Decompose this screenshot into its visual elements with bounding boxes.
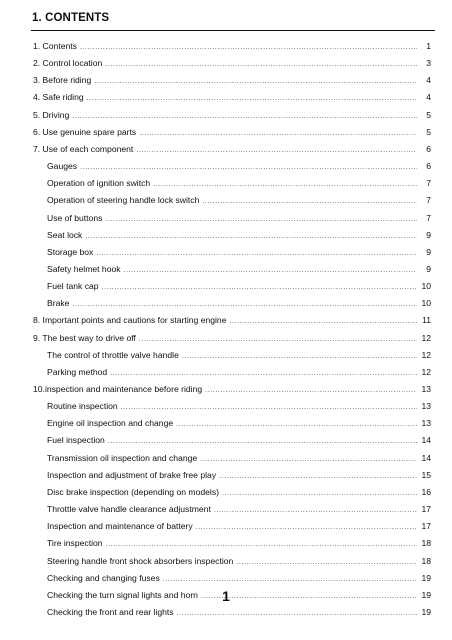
- toc-entry-label: 4. Safe riding: [33, 92, 84, 103]
- toc-entry-label: 3. Before riding: [33, 75, 92, 86]
- toc-entry-label: The control of throttle valve handle: [47, 349, 179, 360]
- toc-entry-label: Storage box: [47, 246, 94, 257]
- toc-entry-label: Engine oil inspection and change: [47, 418, 174, 429]
- toc-entry-page: 6: [426, 143, 431, 154]
- toc-leader-dots: [229, 313, 417, 330]
- toc-entry-label: 9. The best way to drive off: [33, 332, 136, 343]
- toc-entry-label: Disc brake inspection (depending on models): [47, 486, 219, 497]
- toc-leader-dots: [87, 90, 417, 107]
- toc-leader-dots: [177, 605, 417, 622]
- toc-entry-label: Throttle valve handle clearance adjustment: [47, 504, 211, 515]
- toc-entry: [33, 124, 431, 141]
- toc-leader-dots: [80, 159, 417, 176]
- toc-entry: [47, 432, 431, 449]
- toc-entry-page: 11: [422, 315, 431, 326]
- toc-entry-page: 1: [426, 41, 431, 51]
- toc-entry: [33, 89, 431, 106]
- toc-entry-label: Routine inspection: [47, 401, 118, 412]
- toc-leader-dots: [205, 382, 417, 399]
- toc-leader-dots: [139, 331, 417, 348]
- toc-entry-label: Parking method: [47, 366, 108, 377]
- toc-entry: [33, 72, 431, 89]
- toc-leader-dots: [202, 193, 417, 210]
- toc-entry-page: 12: [421, 332, 431, 343]
- toc-entry-label: 1. Contents: [33, 41, 77, 51]
- toc-entry-page: 15: [421, 469, 431, 480]
- toc-leader-dots: [200, 451, 417, 468]
- toc-entry-label: Fuel tank cap: [47, 281, 99, 292]
- toc-entry: [47, 450, 431, 467]
- toc-entry-page: 12: [421, 366, 431, 377]
- toc-entry-label: Steering handle front shock absorbers inspection: [47, 555, 234, 566]
- toc-entry-label: 6. Use genuine spare parts: [33, 126, 137, 137]
- toc-entry: [47, 347, 431, 364]
- toc-entry-page: 19: [421, 589, 431, 600]
- toc-entry-label: Operation of ignition switch: [47, 178, 151, 189]
- toc-leader-dots: [222, 485, 417, 502]
- toc-entry-page: 10: [421, 298, 431, 309]
- toc-leader-dots: [214, 502, 417, 519]
- toc-leader-dots: [105, 56, 417, 73]
- toc-entry: [47, 158, 431, 175]
- toc-entry-page: 12: [421, 349, 431, 360]
- toc-entry-page: 9: [426, 263, 431, 274]
- toc-entry: [47, 278, 431, 295]
- toc-entry: [47, 535, 431, 552]
- toc-entry-page: 6: [426, 161, 431, 172]
- toc-entry-page: 7: [426, 212, 431, 223]
- toc-entry-page: 4: [426, 92, 431, 103]
- toc-leader-dots: [121, 399, 417, 416]
- toc-leader-dots: [106, 536, 417, 553]
- toc-entry: [47, 415, 431, 432]
- toc-entry: [47, 295, 431, 312]
- toc-entry-page: 4: [426, 75, 431, 86]
- toc-entry-page: 7: [426, 178, 431, 189]
- toc-entry-page: 19: [421, 572, 431, 583]
- toc-entry-page: 14: [421, 452, 431, 463]
- toc-leader-dots: [176, 416, 417, 433]
- toc-entry: [47, 570, 431, 587]
- toc-leader-dots: [72, 108, 417, 125]
- toc-entry: [33, 312, 431, 329]
- toc-entry: [47, 467, 431, 484]
- toc-entry-label: Transmission oil inspection and change: [47, 452, 198, 463]
- toc-entry-label: Gauges: [47, 161, 78, 172]
- toc-entry-page: 10: [421, 281, 431, 292]
- toc-entry: [47, 553, 431, 570]
- toc-entry: [47, 364, 431, 381]
- toc-leader-dots: [219, 468, 417, 485]
- toc-entry-page: 16: [421, 486, 431, 497]
- toc-entry-page: 13: [421, 401, 431, 412]
- toc-entry-label: Tire inspection: [47, 538, 103, 549]
- toc-entry: [47, 192, 431, 209]
- toc-leader-dots: [102, 279, 417, 296]
- toc-entry-page: 18: [421, 538, 431, 549]
- toc-entry-label: 8. Important points and cautions for starting engine: [33, 315, 227, 326]
- toc-entry: [47, 261, 431, 278]
- toc-entry: [47, 604, 431, 621]
- toc-entry-page: 13: [421, 418, 431, 429]
- toc-entry-label: Checking the front and rear lights: [47, 606, 174, 617]
- toc-entry-label: 2. Control location: [33, 58, 103, 69]
- toc-entry-page: 7: [426, 195, 431, 206]
- toc-entry-page: 9: [426, 246, 431, 257]
- toc-leader-dots: [94, 73, 417, 90]
- toc-entry-page: 17: [421, 521, 431, 532]
- toc-leader-dots: [124, 262, 417, 279]
- toc-entry-label: Seat lock: [47, 229, 83, 240]
- toc-entry: [33, 55, 431, 72]
- toc-entry-label: Checking and changing fuses: [47, 572, 160, 583]
- toc-entry-page: 3: [426, 58, 431, 69]
- toc-entry: [47, 518, 431, 535]
- toc-entry-page: 18: [421, 555, 431, 566]
- toc-entry-label: Use of buttons: [47, 212, 103, 223]
- toc-leader-dots: [182, 348, 417, 365]
- toc-leader-dots: [110, 365, 417, 382]
- toc-entry-page: 14: [421, 435, 431, 446]
- toc-entry-label: Operation of steering handle lock switch: [47, 195, 200, 206]
- toc-entry: [47, 227, 431, 244]
- toc-entry-page: 19: [421, 606, 431, 617]
- toc-leader-dots: [108, 433, 417, 450]
- toc-entry: [47, 175, 431, 192]
- toc-entry: [33, 330, 431, 347]
- toc-entry-page: 5: [426, 126, 431, 137]
- toc-leader-dots: [96, 245, 417, 262]
- toc-entry-page: 5: [426, 109, 431, 120]
- title-divider: [31, 30, 435, 31]
- toc-entry: [47, 484, 431, 501]
- toc-leader-dots: [163, 571, 417, 588]
- toc-entry-label: 10.inspection and maintenance before riding: [33, 384, 203, 394]
- toc-entry-label: Checking the turn signal lights and horn: [47, 589, 198, 600]
- toc-entry: [47, 398, 431, 415]
- toc-entry: [47, 501, 431, 518]
- toc-leader-dots: [136, 142, 417, 159]
- toc-leader-dots: [85, 228, 417, 245]
- toc-leader-dots: [139, 125, 417, 142]
- toc-entry: [33, 107, 431, 124]
- toc-entry-page: 9: [426, 229, 431, 240]
- toc-leader-dots: [153, 176, 417, 193]
- toc-entry-label: Safety helmet hook: [47, 263, 121, 274]
- toc-leader-dots: [236, 554, 417, 571]
- toc-entry: [47, 244, 431, 261]
- toc-entry: [47, 210, 431, 227]
- toc-leader-dots: [196, 519, 417, 536]
- page-title: 1. CONTENTS: [32, 12, 110, 24]
- toc-entry-page: 17: [421, 504, 431, 515]
- toc-entry-label: Inspection and adjustment of brake free play: [47, 469, 217, 480]
- toc-entry-label: 7. Use of each component: [33, 143, 134, 154]
- toc-entry: [33, 141, 431, 158]
- toc-entry: [33, 381, 431, 398]
- toc-leader-dots: [72, 296, 417, 313]
- toc-leader-dots: [80, 39, 417, 56]
- toc-entry-label: Brake: [47, 298, 70, 309]
- toc-entry: [33, 38, 431, 55]
- page-number: 1: [222, 588, 230, 604]
- toc-leader-dots: [105, 211, 417, 228]
- toc-entry-label: Fuel inspection: [47, 435, 105, 446]
- toc-entry-label: 5. Driving: [33, 109, 70, 120]
- toc-entry-page: 13: [421, 384, 431, 394]
- toc-entry-label: Inspection and maintenance of battery: [47, 521, 193, 532]
